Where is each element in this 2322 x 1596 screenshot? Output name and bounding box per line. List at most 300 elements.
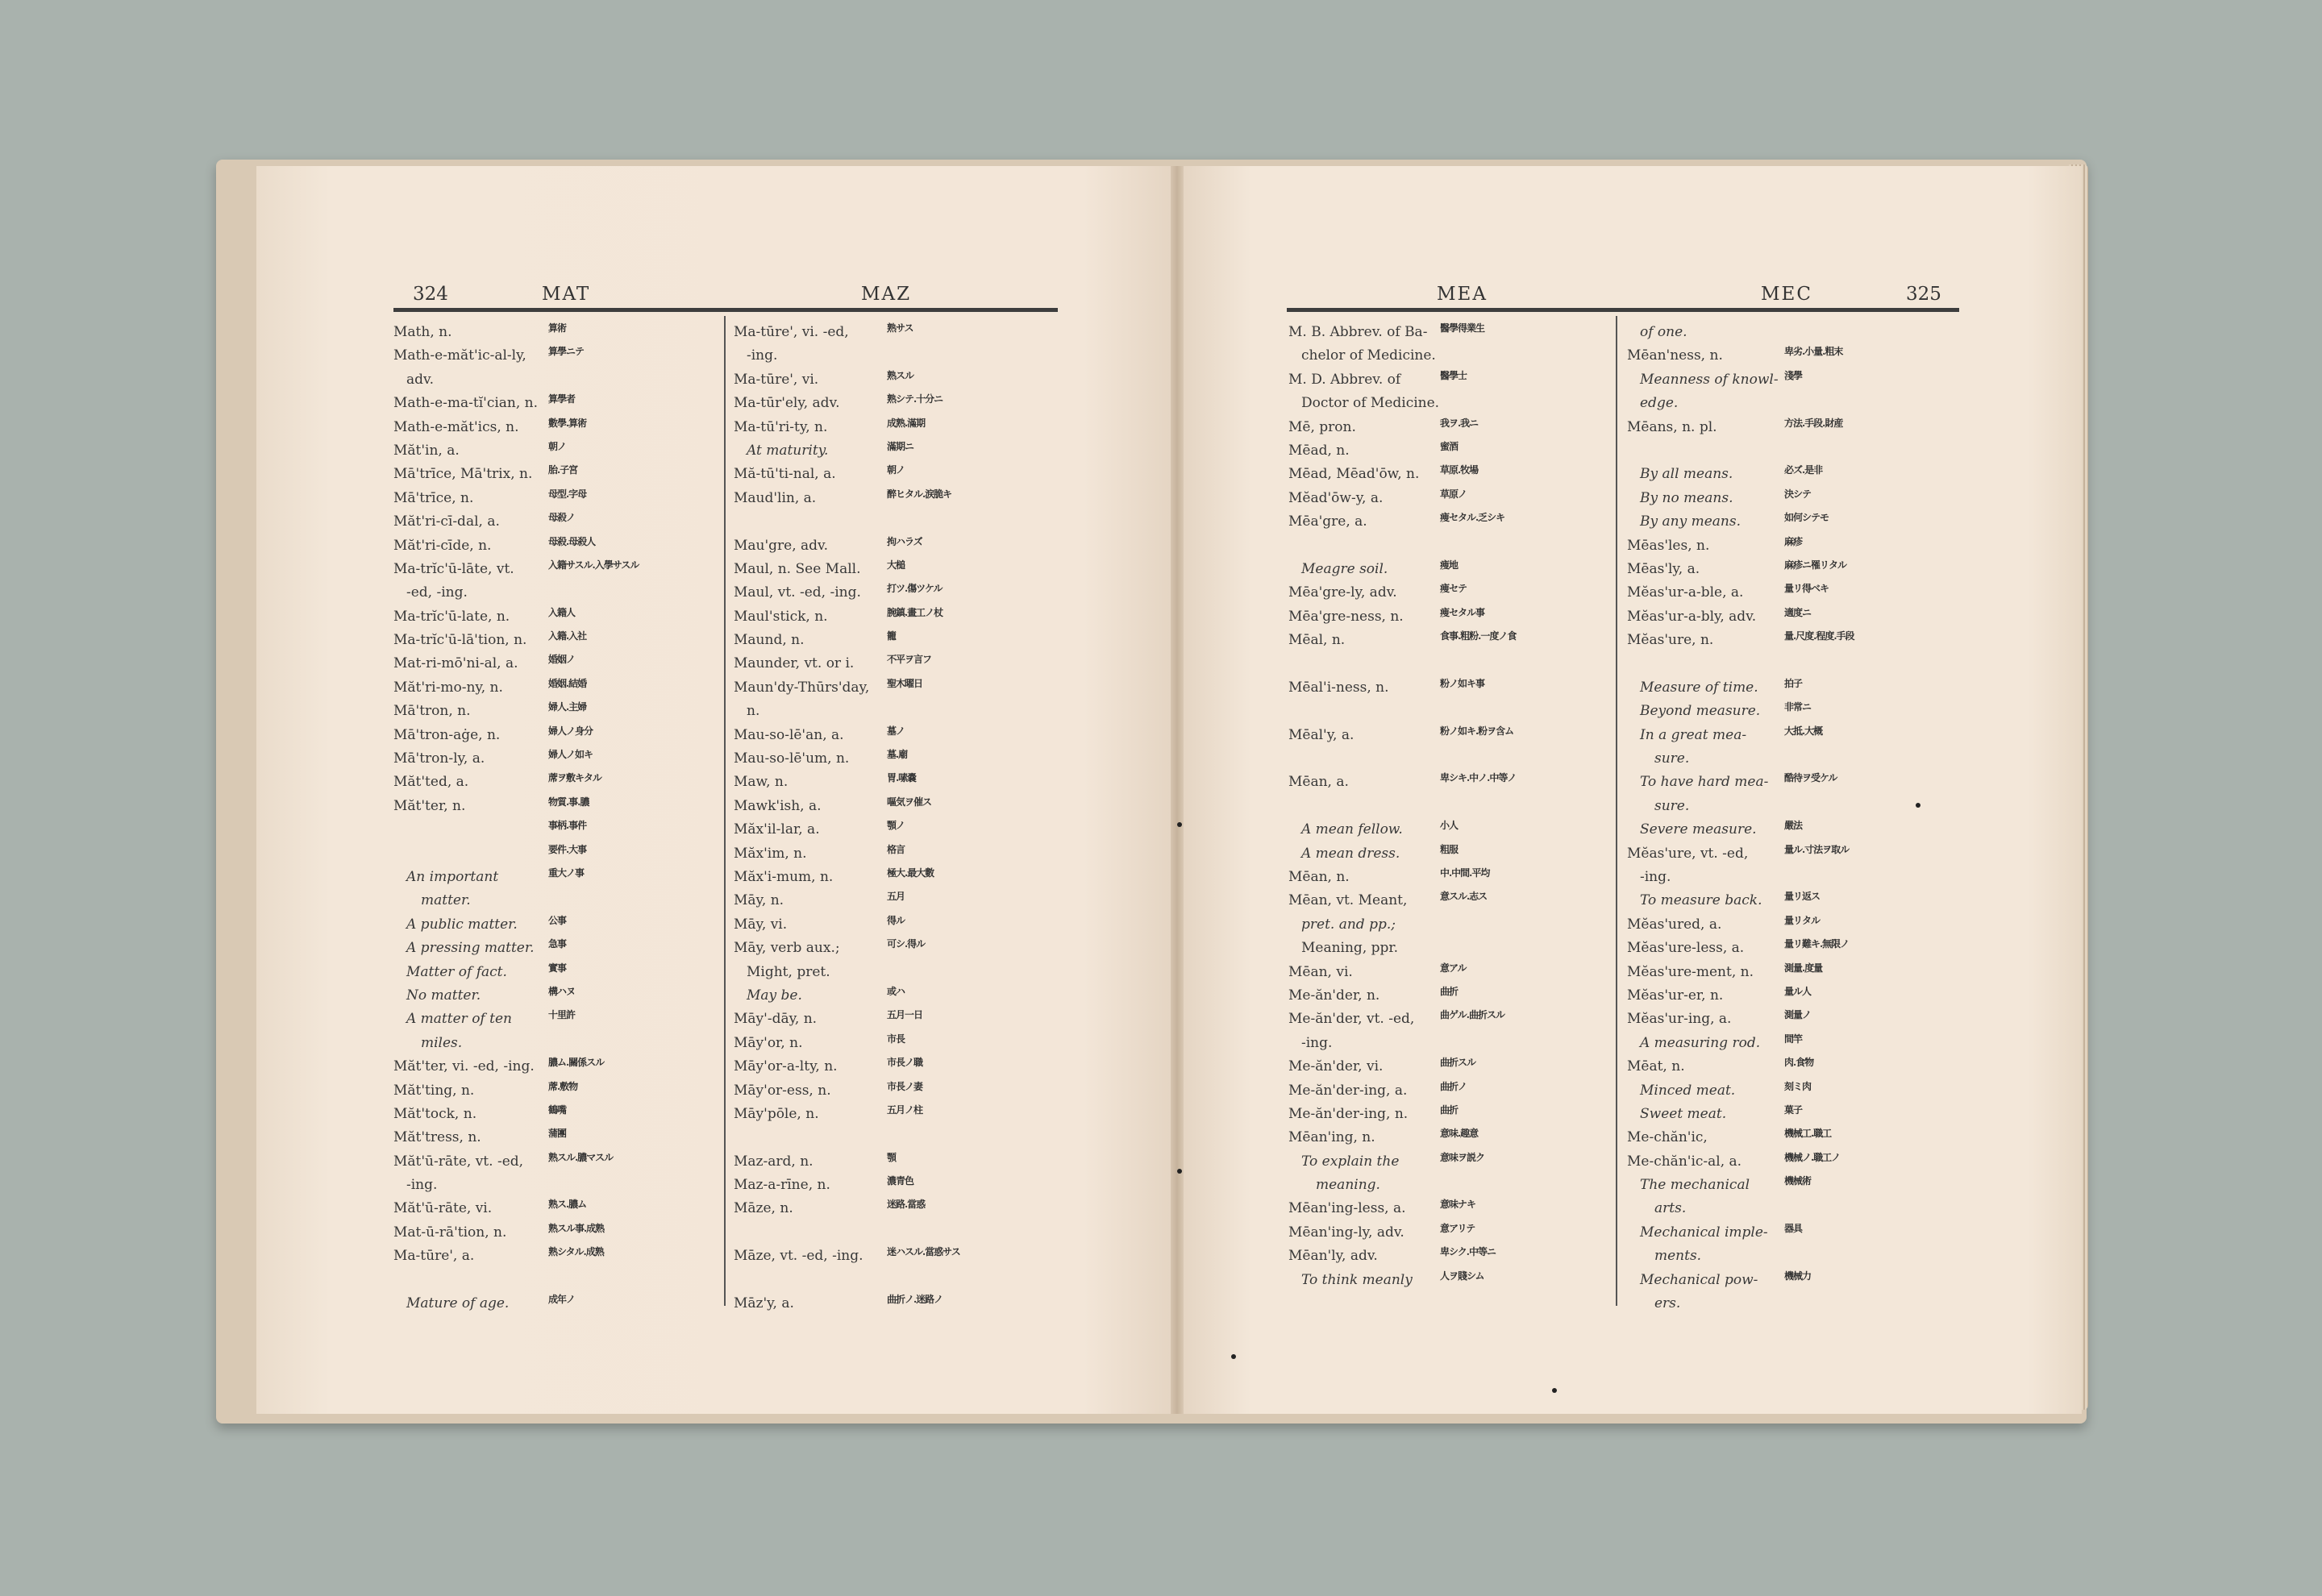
dictionary-entry [393,798,716,821]
dictionary-entry [734,1011,1056,1034]
entry-headword: Maunder, vt. or i. [734,655,855,672]
entry-definition-japanese: 五月 [887,891,905,903]
right-guide-word-end: MEC [1761,284,1812,305]
dictionary-entry [393,513,716,537]
entry-definition-japanese: 量リ返ス [1784,891,1821,903]
dictionary-entry [393,324,716,347]
entry-definition-japanese: 熟サス [887,322,913,334]
entry-definition-japanese: 或ハ [887,985,905,997]
entry-headword: Mature of age. [406,1295,510,1312]
dictionary-entry [393,703,716,726]
entry-headword: Măx'im, n. [734,845,807,862]
entry-headword: Ma-trĭc'ū-lā'tion, n. [393,632,527,649]
dictionary-entry [393,419,716,443]
entry-definition-japanese: 意アリテ [1440,1222,1475,1234]
left-page-number: 324 [413,284,448,305]
entry-definition-japanese: 胃.嗉嚢 [887,772,917,784]
entry-definition-japanese: 淺學 [1784,369,1803,381]
dictionary-entry [734,395,1056,418]
entry-definition-japanese: 墓.廟 [887,749,908,761]
dictionary-entry [393,821,716,845]
entry-definition-japanese: 籠 [887,630,897,642]
dictionary-entry [393,1080,716,1106]
entry-definition-japanese: 曲ゲル.曲折スル [1440,1009,1504,1021]
entry-headword: Mat-ri-mō'ni-al, a. [393,655,518,672]
entry-headword: Mat-ū-rā'tion, n. [393,1224,507,1241]
entry-headword: Severe measure. [1640,821,1757,838]
entry-headword: Ma-trĭc'ū-late, n. [393,608,510,625]
dictionary-entry [734,369,1056,395]
speck [1916,803,1920,808]
dictionary-entry [734,774,1056,797]
entry-definition-japanese: 朝ノ [548,440,567,452]
dictionary-entry [1627,655,1958,679]
entry-definition-japanese: 酷待ヲ受ケル [1784,772,1837,784]
dictionary-entry [393,869,716,892]
entry-definition-japanese: 熟スル.膿マスル [548,1151,614,1163]
entry-headword: Mēad, n. [1288,442,1350,459]
entry-headword: Ma-trĭc'ū-lāte, vt. [393,560,514,577]
dictionary-entry [1627,916,1958,940]
entry-definition-japanese: 中.中間.平均 [1440,867,1490,879]
entry-definition-japanese: 婦人ノ身分 [548,725,593,737]
entry-definition-japanese: 數學.算術 [548,417,587,429]
entry-definition-japanese: 實事 [548,962,567,974]
entry-headword: Mēan'ing-less, a. [1288,1200,1406,1217]
dictionary-entry [393,606,716,632]
entry-definition-japanese: 朝ノ [887,464,905,476]
stitch-hole [1177,822,1182,827]
dictionary-entry [393,843,716,869]
entry-definition-japanese: 意味ヲ説ク [1440,1151,1485,1163]
dictionary-entry [1288,1224,1611,1248]
dictionary-entry [734,1153,1056,1177]
dictionary-entry [393,584,716,608]
entry-headword: Mēal'y, a. [1288,726,1354,743]
entry-definition-japanese: 量.尺度.程度.手段 [1784,630,1854,642]
entry-headword: Mau'gre, adv. [734,537,829,554]
entry-definition-japanese: 五月一日 [887,1009,923,1021]
entry-definition-japanese: 曲折ノ [1440,1080,1467,1092]
entry-headword: By any means. [1640,513,1741,530]
entry-definition-japanese: 拘ハラズ [887,535,922,547]
entry-headword: To explain the [1301,1153,1400,1170]
entry-headword: Mēal, n. [1288,632,1346,649]
entry-headword: At maturity. [747,442,829,459]
entry-definition-japanese: 胎.子宮 [548,464,578,476]
dictionary-entry [393,1224,716,1248]
dictionary-entry [393,1058,716,1082]
entry-definition-japanese: 母型.字母 [548,488,587,500]
entry-definition-japanese: 量リ難キ.無限ノ [1784,938,1850,950]
entry-definition-japanese: 蒲團 [548,1128,567,1140]
entry-definition-japanese: 公事 [548,914,567,926]
entry-definition-japanese: 醫學得業生 [1440,322,1485,334]
dictionary-entry [393,987,716,1011]
entry-headword: Might, pret. [747,963,830,980]
entry-headword: A mean dress. [1301,845,1400,862]
dictionary-entry [1627,843,1958,869]
entry-headword: sure. [1654,750,1690,767]
dictionary-entry [1627,892,1958,916]
right-page-column-2 [1627,324,1958,1319]
dictionary-entry [1288,584,1611,608]
dictionary-entry [393,964,716,987]
entry-definition-japanese: 蓆.敷物 [548,1080,578,1092]
entry-definition-japanese: 熟スル事.成熟 [548,1222,605,1234]
dictionary-entry [1627,1177,1958,1200]
entry-headword: Măt'ū-rāte, vi. [393,1200,493,1217]
dictionary-entry [1288,513,1611,537]
dictionary-entry [1288,369,1611,395]
right-page-column-1 [1288,324,1611,1295]
entry-headword: Mēans, n. pl. [1627,418,1717,435]
dictionary-entry [1627,1103,1958,1129]
entry-definition-japanese: 機械ノ.職工ノ [1784,1151,1841,1163]
entry-definition-japanese: 粉ノ如キ.粉ヲ含ム [1440,725,1514,737]
entry-headword: Maz-ard, n. [734,1153,814,1170]
entry-headword: chelor of Medicine. [1301,347,1436,364]
dictionary-entry [734,1129,1056,1153]
dictionary-entry [1288,1080,1611,1106]
dictionary-entry [1288,843,1611,869]
entry-headword: Meanness of knowl- [1640,371,1779,388]
entry-definition-japanese: 婦人ノ如キ [548,749,593,761]
entry-definition-japanese: 曲折ノ.迷路ノ [887,1294,943,1306]
dictionary-entry [393,1295,716,1319]
entry-definition-japanese: 菓子 [1784,1103,1803,1116]
entry-headword: Mēan, a. [1288,774,1349,791]
dictionary-entry [1627,1295,1958,1319]
entry-definition-japanese: 重大ノ事 [548,867,585,879]
entry-headword: Mau-so-lē'um, n. [734,750,850,767]
dictionary-entry [393,1177,716,1200]
entry-headword: Mēan, vi. [1288,963,1353,980]
dictionary-entry [393,561,716,584]
dictionary-entry [1288,1272,1611,1295]
dictionary-entry [734,677,1056,703]
right-guide-word-start: MEA [1437,284,1488,305]
dictionary-entry [1288,1248,1611,1271]
entry-definition-japanese: 意スル.志ス [1440,891,1488,903]
dictionary-entry [393,440,716,466]
entry-headword: Maz-a-rīne, n. [734,1177,830,1194]
dictionary-entry [734,535,1056,561]
dictionary-entry [1288,1103,1611,1129]
entry-definition-japanese: 草原ノ [1440,488,1467,500]
entry-definition-japanese: 打ツ.傷ツケル [887,583,943,595]
entry-headword: Meagre soil. [1301,560,1388,577]
dictionary-entry [734,964,1056,987]
dictionary-entry [734,419,1056,443]
entry-headword: Mechanical pow- [1640,1271,1758,1288]
dictionary-entry [1627,513,1958,537]
entry-headword: Ma-tūre', vi. [734,371,819,388]
entry-definition-japanese: 方法.手段.財産 [1784,417,1843,429]
entry-headword: Maul, n. See Mall. [734,560,861,577]
entry-headword: Doctor of Medicine. [1301,395,1440,412]
dictionary-entry [1288,892,1611,916]
entry-headword: Mĕas'ured, a. [1627,916,1722,933]
dictionary-entry [734,606,1056,632]
dictionary-entry [734,632,1056,655]
entry-headword: ers. [1654,1295,1681,1312]
dictionary-entry [734,1272,1056,1295]
dictionary-entry [393,1248,716,1271]
dictionary-entry [1627,395,1958,418]
entry-definition-japanese: 肉.食物 [1784,1057,1814,1069]
entry-definition-japanese: 意味ナキ [1440,1199,1476,1211]
right-header-rule [1287,308,1959,312]
entry-definition-japanese: 意アル [1440,962,1467,974]
dictionary-entry [1627,798,1958,821]
entry-headword: edge. [1640,395,1679,412]
entry-headword: Mēa'gre-ly, adv. [1288,584,1397,601]
dictionary-entry [1627,1248,1958,1271]
entry-headword: A public matter. [406,916,518,933]
entry-headword: Math-e-măt'ics, n. [393,418,519,435]
dictionary-entry [1627,869,1958,892]
entry-headword: Math-e-ma-tĭ'cian, n. [393,395,539,412]
dictionary-entry [1288,774,1611,797]
entry-headword: Mā'tron-ly, a. [393,750,485,767]
entry-headword: -ing. [406,1177,438,1194]
entry-definition-japanese: 麻疹 [1784,535,1803,547]
dictionary-entry [1288,750,1611,774]
entry-headword: Mēat, n. [1627,1058,1685,1075]
entry-headword: Măt'ri-cī-dal, a. [393,513,500,530]
dictionary-entry [1627,561,1958,584]
entry-definition-japanese: 極大.最大數 [887,867,934,879]
entry-definition-japanese: 市長ノ職 [887,1057,923,1069]
dictionary-entry [393,916,716,940]
dictionary-entry [1627,1129,1958,1153]
dictionary-entry [1288,324,1611,347]
entry-definition-japanese: 熟ス.膿ム [548,1199,587,1211]
dictionary-entry [1288,1153,1611,1177]
entry-headword: Mēa'gre, a. [1288,513,1367,530]
entry-definition-japanese: 機械力 [1784,1270,1812,1282]
dictionary-entry [734,1224,1056,1248]
dictionary-entry [734,324,1056,347]
entry-headword: In a great mea- [1640,726,1747,743]
entry-headword: Măt'ted, a. [393,774,469,791]
entry-headword: n. [747,703,760,720]
dictionary-entry [1627,490,1958,513]
entry-definition-japanese: 嘔気ヲ催ス [887,796,932,808]
entry-headword: Mēan'ing-ly, adv. [1288,1224,1404,1241]
entry-headword: Mĕas'ur-a-bly, adv. [1627,608,1757,625]
dictionary-entry [1627,940,1958,963]
entry-headword: Māze, vt. -ed, -ing. [734,1248,863,1265]
entry-headword: Mēan'ly, adv. [1288,1248,1378,1265]
entry-headword: Māy, verb aux.; [734,940,840,957]
entry-headword: Mĕas'ur-er, n. [1627,987,1724,1004]
speck [1552,1388,1557,1393]
dictionary-entry [393,1103,716,1129]
dictionary-entry [1288,561,1611,584]
entry-headword: Me-ăn'der, vi. [1288,1058,1384,1075]
entry-definition-japanese: 器具 [1784,1222,1803,1234]
entry-definition-japanese: 量リ得ベキ [1784,583,1829,595]
dictionary-entry [734,1058,1056,1082]
entry-headword: Mechanical imple- [1640,1224,1768,1241]
entry-definition-japanese: 格言 [887,843,905,855]
entry-definition-japanese: 間竿 [1784,1033,1803,1045]
dictionary-entry [734,1295,1056,1319]
dictionary-entry [1288,821,1611,845]
entry-definition-japanese: 墓ノ [887,725,905,737]
entry-definition-japanese: 適度ニ [1784,606,1812,618]
entry-headword: Măt'tock, n. [393,1105,477,1122]
entry-headword: Măt'ting, n. [393,1082,475,1099]
dictionary-entry [734,869,1056,892]
entry-headword: meaning. [1316,1177,1380,1194]
entry-definition-japanese: 市長ノ妻 [887,1080,923,1092]
entry-headword: Mēad, Mēad'ōw, n. [1288,466,1420,483]
entry-definition-japanese: 我ヲ.我ニ [1440,417,1479,429]
dictionary-entry [1288,632,1611,655]
entry-headword: Maud'lin, a. [734,489,817,506]
entry-headword: Mĕad'ōw-y, a. [1288,489,1384,506]
entry-definition-japanese: 曲折 [1440,1103,1459,1116]
entry-headword: Me-ăn'der, n. [1288,987,1380,1004]
entry-definition-japanese: 母殺ノ [548,512,576,524]
entry-headword: sure. [1654,797,1690,814]
entry-headword: Mĕas'ur-a-ble, a. [1627,584,1744,601]
entry-headword: Math, n. [393,324,452,340]
dictionary-entry [1627,1058,1958,1082]
entry-headword: Maul, vt. -ed, -ing. [734,584,861,601]
dictionary-entry [734,916,1056,940]
dictionary-entry [1288,1177,1611,1200]
entry-headword: Mĕas'ure-less, a. [1627,940,1745,957]
entry-headword: Mawk'ish, a. [734,797,822,814]
entry-definition-japanese: 痩地 [1440,559,1459,571]
dictionary-entry [393,1129,716,1153]
entry-headword: Mĕas'ure-ment, n. [1627,963,1754,980]
entry-headword: Māze, n. [734,1200,793,1217]
dictionary-entry [1627,1224,1958,1248]
entry-headword: Mēal'i-ness, n. [1288,679,1389,696]
entry-headword: pret. and pp.; [1301,916,1396,933]
entry-headword: Math-e-măt'ic-al-ly, [393,347,526,364]
entry-headword: Măt'ter, vi. -ed, -ing. [393,1058,535,1075]
dictionary-entry [393,727,716,750]
entry-headword: ments. [1654,1248,1702,1265]
dictionary-entry [734,703,1056,726]
left-page-column-2 [734,324,1056,1319]
entry-definition-japanese: 熟シテ.十分ニ [887,393,943,405]
entry-headword: of one. [1640,324,1687,340]
right-page-number: 325 [1906,284,1941,305]
left-guide-word-start: MAT [542,284,591,305]
entry-headword: Mēa'gre-ness, n. [1288,608,1404,625]
entry-definition-japanese: 十里許 [548,1009,576,1021]
dictionary-entry [734,561,1056,584]
dictionary-entry [393,750,716,774]
entry-definition-japanese: 決シテ [1784,488,1812,500]
entry-headword: Me-chăn'ic, [1627,1129,1708,1146]
dictionary-entry [393,1200,716,1224]
entry-definition-japanese: 食事.粗粉.一度ノ食 [1440,630,1517,642]
entry-headword: arts. [1654,1200,1687,1217]
dictionary-entry [393,655,716,679]
entry-definition-japanese: 算學ニテ [548,346,585,358]
entry-definition-japanese: 算學者 [548,393,576,405]
dictionary-entry [734,655,1056,679]
entry-headword: Mă-tū'ti-nal, a. [734,466,836,483]
entry-definition-japanese: 測量ノ [1784,1009,1812,1021]
entry-headword: Măt'ri-mo-ny, n. [393,679,503,696]
dictionary-entry [1288,655,1611,679]
dictionary-entry [734,843,1056,869]
entry-headword: Maw, n. [734,774,789,791]
entry-headword: Me-ăn'der-ing, n. [1288,1105,1409,1122]
entry-headword: -ing. [1640,868,1671,885]
entry-headword: A pressing matter. [406,940,535,957]
dictionary-entry [393,466,716,489]
entry-headword: Māy'or, n. [734,1034,803,1051]
dictionary-entry [1288,606,1611,632]
entry-definition-japanese: 迷ハスル.當惑サス [887,1246,960,1258]
entry-headword: By all means. [1640,466,1733,483]
entry-definition-japanese: 測量.度量 [1784,962,1823,974]
entry-headword: Mā'tron, n. [393,703,471,720]
dictionary-entry [1288,419,1611,443]
entry-definition-japanese: 迷路.當惑 [887,1199,926,1211]
stitch-hole [1177,1169,1182,1174]
entry-headword: Māy'or-ess, n. [734,1082,831,1099]
entry-headword: Māy'or-a-lty, n. [734,1058,838,1075]
dictionary-entry [1288,490,1611,513]
entry-definition-japanese: 非常ニ [1784,701,1812,713]
dictionary-entry [393,774,716,797]
dictionary-entry [1627,584,1958,608]
entry-definition-japanese: 鶴嘴 [548,1103,567,1116]
entry-definition-japanese: 量ル.寸法ヲ取ル [1784,843,1850,855]
entry-definition-japanese: 粗服 [1440,843,1459,855]
entry-definition-japanese: 曲折 [1440,985,1459,997]
entry-definition-japanese: 得ル [887,914,905,926]
dictionary-entry [393,395,716,418]
entry-definition-japanese: 如何シテモ [1784,512,1829,524]
dictionary-entry [734,490,1056,513]
entry-headword: Mē, pron. [1288,418,1356,435]
dictionary-entry [1627,1153,1958,1177]
entry-definition-japanese: 事柄.事件 [548,820,587,832]
entry-headword: Mā'trīce, n. [393,489,474,506]
entry-headword: Matter of fact. [406,963,507,980]
dictionary-entry [393,1011,716,1034]
entry-headword: By no means. [1640,489,1733,506]
entry-headword: Măt'ter, n. [393,797,466,814]
dictionary-entry [1627,347,1958,371]
dictionary-entry [734,513,1056,537]
entry-headword: Māy'-dāy, n. [734,1011,818,1028]
dictionary-entry [1288,1035,1611,1058]
entry-definition-japanese: 拍子 [1784,677,1803,689]
entry-definition-japanese: 滿期ニ [887,440,914,452]
entry-definition-japanese: 急事 [548,938,567,950]
entry-definition-japanese: 入籍.入社 [548,630,587,642]
dictionary-entry [1288,727,1611,750]
dictionary-entry [734,798,1056,821]
entry-definition-japanese: 人ヲ賤シム [1440,1270,1484,1282]
dictionary-entry [393,677,716,703]
entry-headword: Mĕas'ure, vt. -ed, [1627,845,1749,862]
entry-headword: -ed, -ing. [406,584,468,601]
